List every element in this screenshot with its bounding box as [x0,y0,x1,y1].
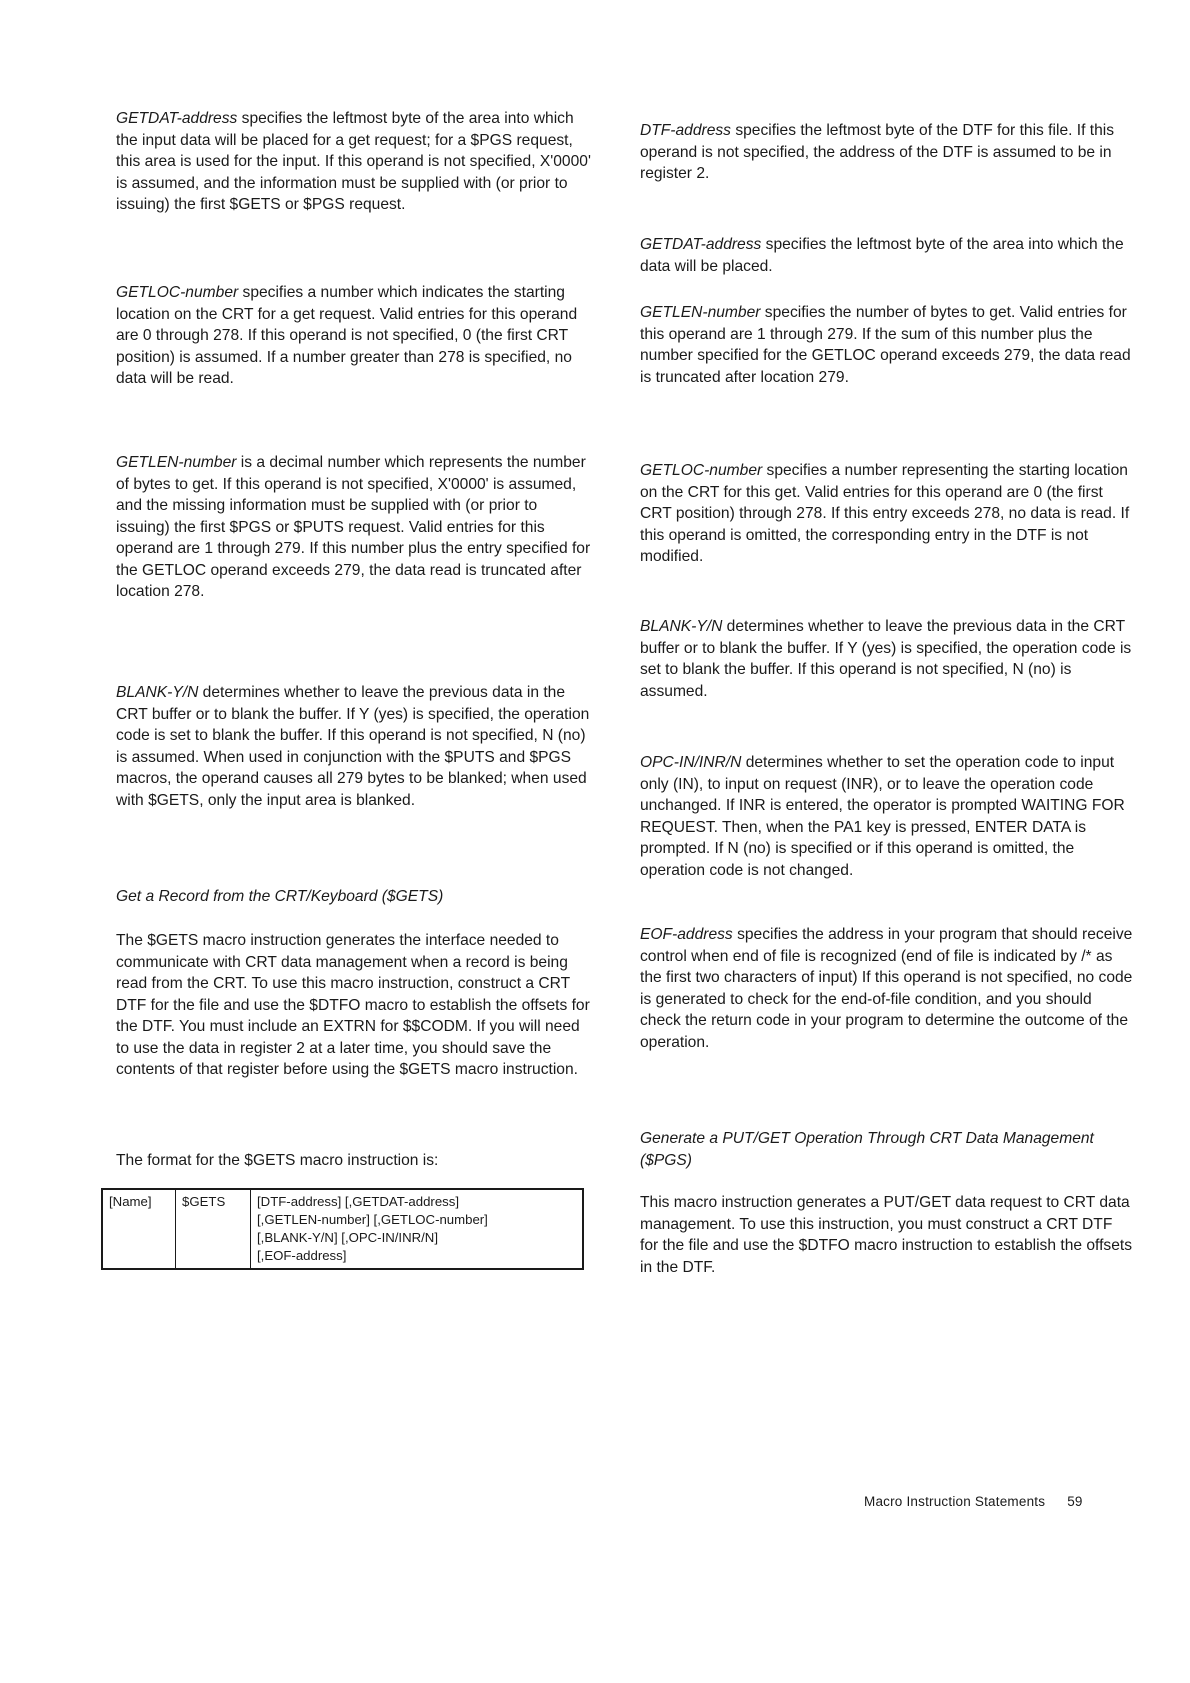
page-footer [864,1494,1083,1509]
operand-term: GETDAT-address [116,110,238,127]
format-operand-line: [,GETLEN-number] [,GETLOC-number] [257,1212,488,1227]
operand-term: GETLEN-number [640,304,761,321]
format-op-cell: $GETS [176,1189,251,1269]
gets-section-heading: Get a Record from the CRT/Keyboard ($GETS) [116,888,444,905]
operand-term: GETLOC-number [116,284,239,301]
operand-description: specifies the leftmost byte of the DTF for this file. If this operand is not specified, the address of the DTF is assumed to be in register 2. [640,122,1115,182]
gets-description-paragraph: The $GETS macro instruction generates the interface needed to communicate with CRT data management when a record is being read from the CRT. To use this macro instruction, construct a CRT DTF for the file and use the $DTFO macro to establish the offsets for the DTF. You must include an EXTRN for $$CODM. If you will need to use the data in register 2 at a later time, you should save the contents of that register before using the $GETS macro instruction. [116,932,590,1078]
pgs-description-paragraph: This macro instruction generates a PUT/GET data request to CRT data management. To use this instruction, you must construct a CRT DTF for the file and use the $DTFO macro instruction to establish the offsets in the DTF. [640,1194,1133,1276]
operand-description: specifies the address in your program that should receive control when end of file is recognized (end of file is indicated by /* as the first two characters of input) If this operand is not specified, no code is generated to check for the end-of-file condition, and you should check the return code in your program to determine the outcome of the operation. [640,926,1133,1051]
operand-description: specifies a number which indicates the starting location on the CRT for a get request. Valid entries for this operand are 0 through 278. If this operand is not specified, 0 (the first CRT position) is assumed. If a number greater than 278 is specified, no data will be read. [116,284,578,387]
gets-format-table [101,1188,584,1270]
getlen-number-paragraph [640,302,1134,388]
page-number: 59 [1067,1494,1083,1509]
pgs-section-heading: Generate a PUT/GET Operation Through CRT Data Management ($PGS) [640,1130,1094,1169]
format-operands-cell [251,1189,584,1269]
operand-term: BLANK-Y/N [116,684,199,701]
operand-term: GETLOC-number [640,462,763,479]
operand-description: determines whether to leave the previous data in the CRT buffer or to blank the buffer. If Y (yes) is specified, the operation code is set to blank the buffer. If this operand is not specified, N (no) is assumed. [640,618,1132,700]
operand-term: DTF-address [640,122,731,139]
format-operand-line: [DTF-address] [,GETDAT-address] [257,1194,460,1209]
footer-section-title: Macro Instruction Statements [864,1494,1046,1509]
gets-format-intro: The format for the $GETS macro instruction is: [116,1152,439,1169]
getloc-number-paragraph [116,282,594,390]
getdat-address-paragraph [116,108,594,216]
getdat-address-paragraph [640,234,1134,277]
operand-term: BLANK-Y/N [640,618,723,635]
operand-description: specifies the leftmost byte of the area into which the data will be placed. [640,236,1124,275]
getloc-number-paragraph [640,460,1134,568]
operand-term: EOF-address [640,926,733,943]
operand-description: specifies the number of bytes to get. Valid entries for this operand are 1 through 279. If the sum of this number plus the number specified for the GETLOC operand exceeds 279, the data read is truncated after location 279. [640,304,1131,386]
operand-description: specifies the leftmost byte of the area into which the input data will be placed for a get request; for a $PGS request, this area is used for the input. If this operand is not specified, X'0000' is assumed, and the information must be supplied with (or prior to issuing) the first $GETS or $PGS request. [116,110,591,213]
operand-description: determines whether to leave the previous data in the CRT buffer or to blank the buffer. If Y (yes) is specified, the operation code is set to blank the buffer. If this operand is not specified, N (no) is assumed. When used in conjunction with the $PUTS and $PGS macros, the operand causes all 279 bytes to be blanked; when used with $GETS, only the input area is blanked. [116,684,590,809]
eof-address-paragraph [640,924,1134,1053]
operand-description: specifies a number representing the starting location on the CRT for this get. Valid entries for this operand are 0 (the first CRT position) through 278. If this entry exceeds 278, no data is read. If this operand is omitted, the corresponding entry in the DTF is not modified. [640,462,1130,565]
format-operand-line: [,BLANK-Y/N] [,OPC-IN/INR/N] [257,1230,438,1245]
format-operand-line: [,EOF-address] [257,1248,347,1263]
operand-description: is a decimal number which represents the number of bytes to get. If this operand is not specified, X'0000' is assumed, and the missing information must be supplied with (or prior to issuing) the first $PGS or $PUTS request. Valid entries for this operand are 1 through 279. If this number plus the entry specified for the GETLOC operand exceeds 279, the data read is truncated after location 278. [116,454,591,600]
operand-term: GETDAT-address [640,236,762,253]
getlen-number-paragraph [116,452,594,603]
operand-term: OPC-IN/INR/N [640,754,742,771]
dtf-address-paragraph [640,120,1134,185]
opc-paragraph [640,752,1134,881]
format-name-cell: [Name] [102,1189,176,1269]
operand-term: GETLEN-number [116,454,237,471]
blank-yn-paragraph [640,616,1134,702]
operand-description: determines whether to set the operation code to input only (IN), to input on request (INR), or to leave the operation code unchanged. If INR is entered, the operator is prompted WAITING FOR REQUEST. Then, when the PA1 key is pressed, ENTER DATA is prompted. If N (no) is specified or if this operand is omitted, the operation code is not changed. [640,754,1125,879]
blank-yn-paragraph [116,682,594,811]
